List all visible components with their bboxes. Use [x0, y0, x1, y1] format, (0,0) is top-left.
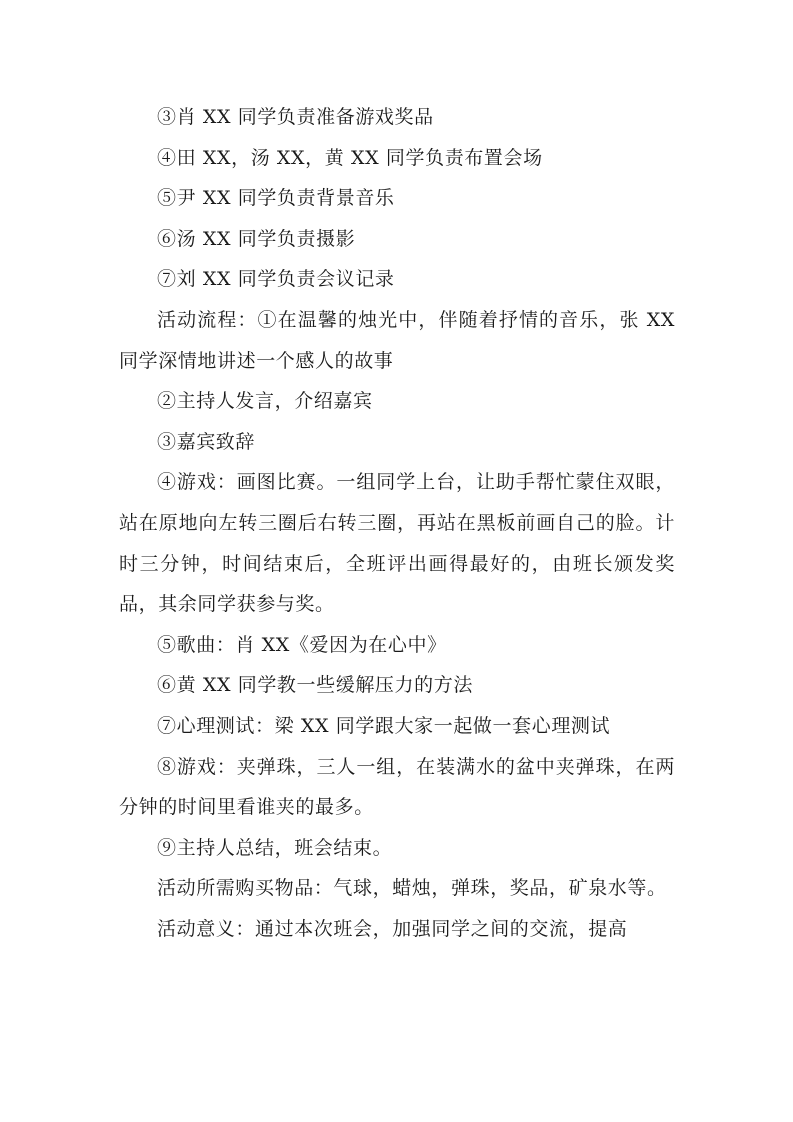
document-body — [119, 97, 675, 949]
paragraph-task-5: ⑤尹 XX 同学负责背景音乐 — [157, 187, 395, 210]
paragraph-activity-flow: 活动流程：①在温馨的烛光中，伴随着抒情的音乐，张 XX 同学深情地讲述一个感人的故事 — [119, 308, 675, 372]
paragraph-flow-4: ④游戏：画图比赛。一组同学上台，让助手帮忙蒙住双眼，站在原地向左转三圈后右转三圈，再站在黑板前画自己的脸。计时三分钟，时间结束后，全班评出画得最好的，由班长颁发奖品，其余同学获参与奖。 — [119, 471, 675, 616]
paragraph-task-6: ⑥汤 XX 同学负责摄影 — [157, 227, 356, 250]
paragraph-flow-7: ⑦心理测试：梁 XX 同学跟大家一起做一套心理测试 — [157, 714, 611, 737]
paragraph-flow-2: ②主持人发言，介绍嘉宾 — [157, 390, 373, 413]
paragraph-flow-5: ⑤歌曲：肖 XX《爱因为在心中》 — [157, 633, 447, 656]
paragraph-activity-significance: 活动意义：通过本次班会，加强同学之间的交流，提高 — [157, 917, 628, 940]
paragraph-task-7: ⑦刘 XX 同学负责会议记录 — [157, 268, 395, 291]
paragraph-task-3: ③肖 XX 同学负责准备游戏奖品 — [157, 106, 434, 128]
paragraph-task-4: ④田 XX，汤 XX，黄 XX 同学负责布置会场 — [157, 146, 543, 169]
paragraph-flow-9: ⑨主持人总结，班会结束。 — [157, 836, 393, 859]
paragraph-flow-8: ⑧游戏：夹弹珠，三人一组，在装满水的盆中夹弹珠，在两分钟的时间里看谁夹的最多。 — [119, 755, 675, 819]
paragraph-flow-3: ③嘉宾致辞 — [157, 430, 256, 453]
paragraph-purchase-items: 活动所需购买物品：气球，蜡烛，弹珠，奖品，矿泉水等。 — [157, 877, 667, 900]
paragraph-flow-6: ⑥黄 XX 同学教一些缓解压力的方法 — [157, 674, 473, 697]
